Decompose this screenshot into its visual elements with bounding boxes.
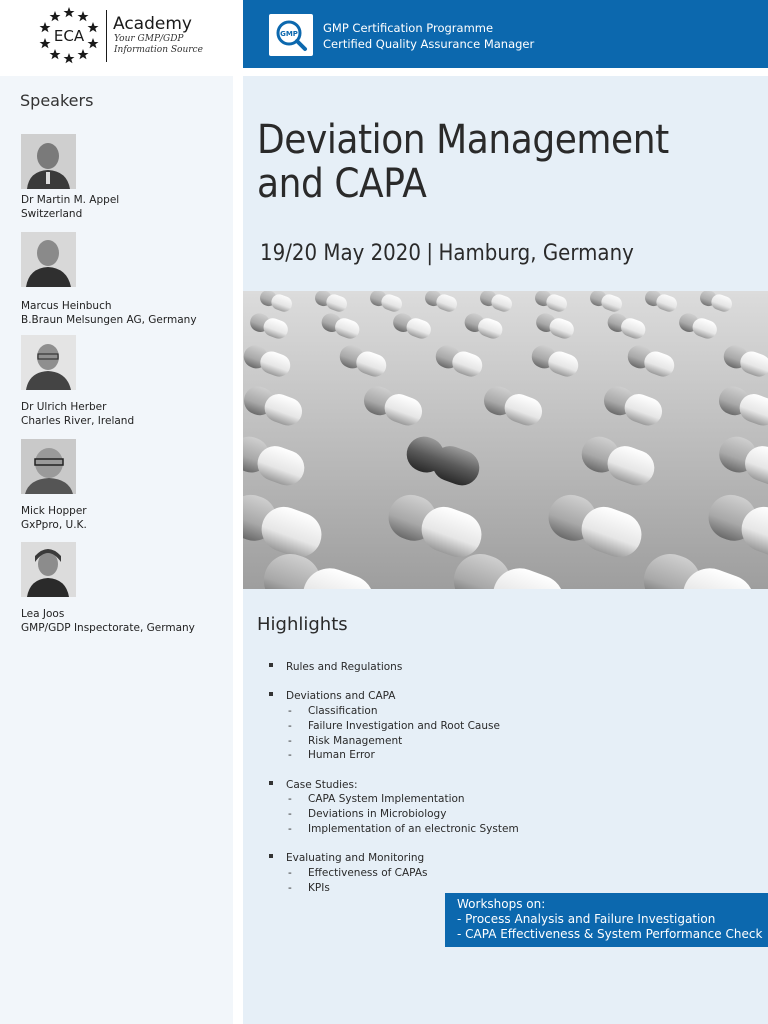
event-date: 19/20 May 2020: [260, 241, 421, 266]
logo-tagline-line-1: Your GMP/GDP: [114, 34, 184, 44]
highlights-list: [267, 660, 747, 910]
dash-marker: -: [288, 749, 292, 762]
capsules-hero-image: [243, 291, 768, 589]
dash-marker: -: [288, 734, 292, 747]
eca-academy-logo: [0, 0, 233, 68]
highlight-item: [267, 851, 747, 895]
highlight-subitem: [267, 734, 747, 749]
speaker-affiliation: B.Braun Melsungen AG, Germany: [21, 314, 197, 326]
speaker-photo: [21, 232, 76, 287]
programme-line-1: GMP Certification Programme: [323, 21, 494, 35]
highlight-subitem: [267, 792, 747, 807]
speaker-card: [21, 439, 231, 532]
gmp-badge-text: GMP: [280, 30, 298, 38]
highlight-subitem: [267, 866, 747, 881]
dash-marker: -: [288, 866, 292, 879]
speaker-affiliation: GxPpro, U.K.: [21, 519, 87, 531]
speaker-photo: [21, 439, 76, 494]
highlight-subitem: [267, 822, 747, 837]
dash-marker: -: [288, 808, 292, 820]
dash-marker: -: [288, 793, 292, 806]
dash-marker: -: [288, 822, 292, 835]
subitem-text: Risk Management: [308, 734, 403, 747]
logo-tagline: [114, 34, 203, 56]
magnifier-gmp-icon: [269, 14, 313, 56]
logo-tagline-line-2: Information Source: [114, 45, 203, 55]
speaker-card: [21, 232, 231, 327]
speakers-heading: Speakers: [20, 91, 94, 110]
speaker-name: Mick Hopper: [21, 505, 87, 517]
subitem-text: Implementation of an electronic System: [308, 822, 519, 835]
highlight-label: Rules and Regulations: [286, 661, 403, 673]
academy-wordmark: Academy: [113, 14, 192, 34]
highlight-label: Evaluating and Monitoring: [286, 852, 425, 865]
highlight-label: Deviations and CAPA: [286, 690, 396, 703]
speaker-card: [21, 335, 231, 428]
speaker-name: Lea Joos: [21, 608, 65, 620]
speaker-name: Dr Martin M. Appel: [21, 194, 120, 206]
speaker-name: Marcus Heinbuch: [21, 300, 112, 312]
highlight-label: Case Studies:: [286, 778, 358, 791]
programme-line-2: Certified Quality Assurance Manager: [323, 37, 535, 51]
dash-marker: -: [288, 719, 292, 732]
main-content: [243, 76, 768, 1024]
highlight-item: [267, 660, 747, 675]
highlights-heading: Highlights: [257, 614, 348, 635]
workshop-line-1: - Process Analysis and Failure Investigation: [457, 912, 716, 926]
speaker-photo: [21, 335, 76, 390]
eca-logo-text: ECA: [53, 27, 85, 45]
highlight-subitem: [267, 748, 747, 763]
speaker-affiliation: Switzerland: [21, 208, 83, 220]
speaker-affiliation: Charles River, Ireland: [21, 415, 135, 427]
workshops-box: [445, 893, 768, 947]
event-title-line-1: Deviation Management: [257, 117, 669, 163]
speaker-name: Dr Ulrich Herber: [21, 401, 107, 413]
subitem-text: Deviations in Microbiology: [308, 808, 447, 820]
highlight-subitem: [267, 704, 747, 719]
event-location: Hamburg, Germany: [438, 241, 634, 266]
subitem-text: Human Error: [308, 749, 375, 762]
speakers-sidebar: [0, 76, 233, 1024]
eu-stars-icon: [36, 6, 102, 64]
subitem-text: Effectiveness of CAPAs: [308, 866, 428, 879]
event-title: [257, 118, 669, 206]
dash-marker: -: [288, 881, 292, 894]
speaker-photo: [21, 542, 76, 597]
gmp-badge: [269, 14, 313, 56]
programme-text: [323, 20, 534, 52]
speaker-photo: [21, 134, 76, 189]
workshop-line-2: - CAPA Effectiveness & System Performance Check: [457, 927, 763, 941]
dash-marker: -: [288, 705, 292, 718]
highlight-item: [267, 778, 747, 837]
subitem-text: Classification: [308, 705, 378, 718]
highlight-subitem: [267, 807, 747, 822]
programme-header: [243, 0, 768, 68]
speaker-card: [21, 542, 231, 635]
event-date-location: [260, 241, 634, 266]
highlight-subitem: [267, 719, 747, 734]
event-title-line-2: and CAPA: [257, 161, 427, 207]
speaker-card: [21, 134, 231, 221]
highlight-item: [267, 689, 747, 763]
subitem-text: Failure Investigation and Root Cause: [308, 719, 500, 732]
speaker-affiliation: GMP/GDP Inspectorate, Germany: [21, 622, 195, 634]
subitem-text: KPIs: [308, 881, 330, 894]
subitem-text: CAPA System Implementation: [308, 793, 465, 806]
workshops-heading: Workshops on:: [457, 897, 546, 911]
logo-divider: [106, 10, 107, 62]
date-location-separator: |: [426, 241, 434, 266]
